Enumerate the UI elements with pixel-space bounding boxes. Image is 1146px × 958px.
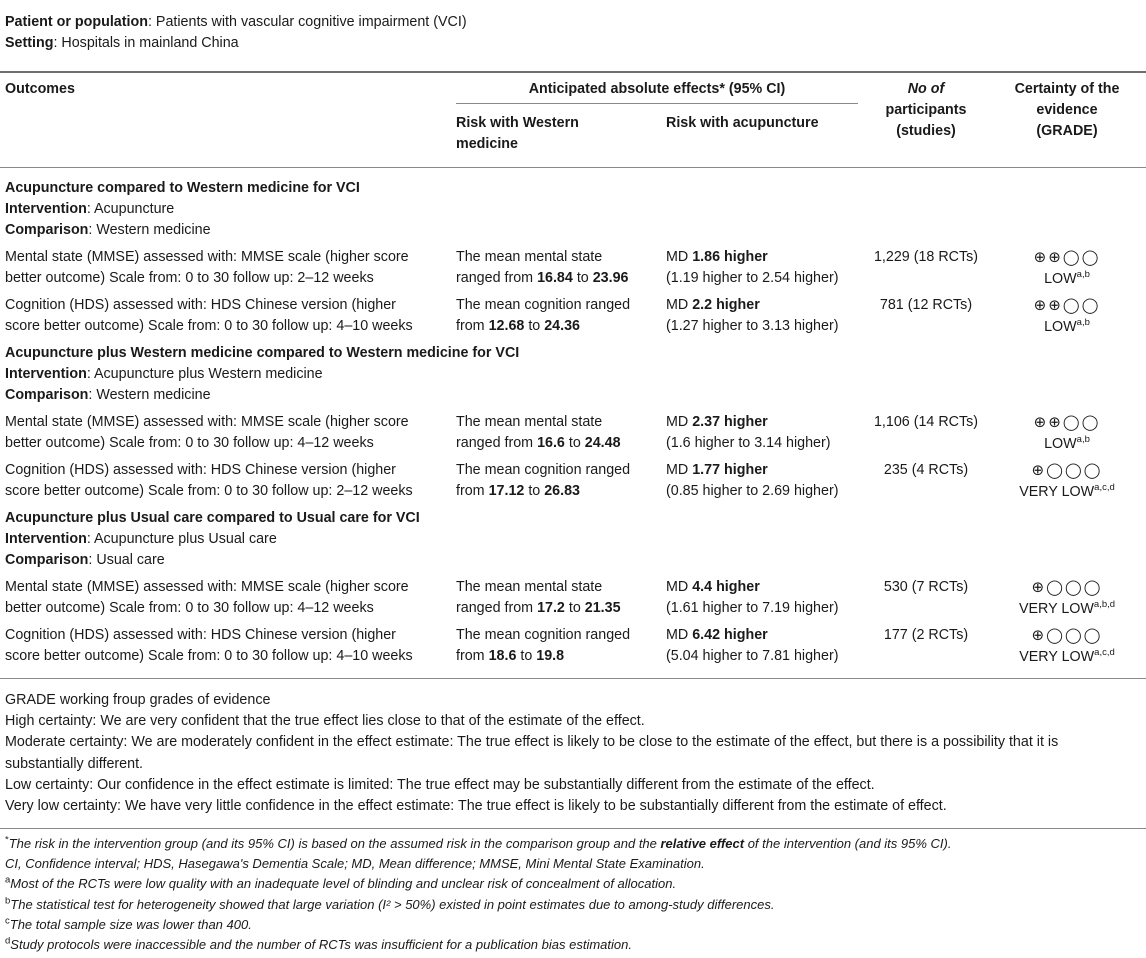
table-subheader: Risk with Western medicine Risk with acupuncture [456, 115, 819, 152]
top-rule [0, 71, 1146, 73]
header-evidence: evidence [1036, 102, 1098, 118]
legend-rule [0, 828, 1146, 829]
header-rule [0, 167, 1146, 168]
section-intervention: Intervention: Acupuncture plus Western medicine [5, 366, 323, 382]
section-title: Acupuncture plus Usual care compared to Usual care for VCI [5, 510, 420, 526]
section-comparison: Comparison: Western medicine [5, 387, 211, 403]
population-label: Patient or population [5, 14, 148, 30]
table-row: Mental state (MMSE) assessed with: MMSE scale (higher score better outcome) Scale from: 0 to 30 follow up: 4–12 weeks The mean mental state ranged from 17.2 to 21.35 MD 4.4 higher (1.61 higher to 7.19 higher) 530 (7 RCTs) ⊕◯◯◯ VERY LOW$^{a,b,d}$ [5, 579, 1116, 617]
section-intervention: Intervention: Acupuncture [5, 201, 175, 217]
header-anticipated: Anticipated absolute effects* (95% CI) [528, 81, 786, 97]
footnote-star: *The risk in the intervention group (and its 95% CI) is based on the assumed risk in the comparison group and the relative effect of the intervention (and its 95% CI). [5, 834, 952, 851]
population-value: Patients with vascular cognitive impairment (VCI) [155, 14, 467, 30]
population-line: Patient or population: Patients with vascular cognitive impairment (VCI) [5, 14, 467, 30]
body-rule [0, 678, 1146, 679]
grade-moderate: Moderate certainty: We are moderately confident in the effect estimate: The true effect is likely to be close to the estimate of the effect, but there is a possibility that it is [5, 734, 1059, 751]
header-risk-acupuncture: Risk with acupuncture [666, 115, 819, 131]
table-row: Mental state (MMSE) assessed with: MMSE scale (higher score better outcome) Scale from: 0 to 30 follow up: 2–12 weeks The mean mental state ranged from 16.84 to 23.96 MD 1.86 higher (1.19 higher to 2.54 higher) 1,229 (18 RCTs) ⊕⊕◯◯ LOW$^{a,b}$ [5, 249, 1101, 287]
header-outcomes: Outcomes [5, 81, 75, 97]
setting-value: Hospitals in mainland China [61, 35, 239, 51]
header-participants: participants [885, 102, 967, 118]
grade-legend-title: GRADE working froup grades of evidence [5, 692, 271, 708]
section-title: Acupuncture plus Western medicine compared to Western medicine for VCI [5, 345, 520, 361]
setting-label: Setting [5, 35, 54, 51]
header-grade: (GRADE) [1036, 123, 1098, 139]
outcome-text: Mental state (MMSE) assessed with: MMSE scale (higher score [5, 249, 409, 265]
footnote-c: $^c$The total sample size was lower than 400. [5, 915, 252, 932]
section-title: Acupuncture compared to Western medicine for VCI [5, 180, 360, 196]
header-subrule [456, 103, 858, 104]
section-comparison: Comparison: Western medicine [5, 222, 211, 238]
table-row: Cognition (HDS) assessed with: HDS Chinese version (higher score better outcome) Scale from: 0 to 30 follow up: 4–10 weeks The mean cognition ranged from 12.68 to 24.36 MD 2.2 higher (1.27 higher to 3.13 higher) 781 (12 RCTs) ⊕⊕◯◯ LOW$^{a,b}$ [5, 297, 1101, 335]
header-risk-western: Risk with Western [456, 115, 579, 131]
footnote-abbreviations: CI, Confidence interval; HDS, Hasegawa's Dementia Scale; MD, Mean difference; MMSE, Mini Mental State Examination. [5, 856, 705, 872]
footnote-b: $^b$The statistical test for heterogeneity showed that large variation (I² > 50%) existed in point estimates due to among-study differences. [5, 895, 775, 912]
grade-legend: GRADE working froup grades of evidence High certainty: We are very confident that the true effect lies close to that of the estimate of the effect. Moderate certainty: We are moderately confident in the effect estimate: The true effect is likely to be close to the estimate of the effect, but there is a possibility that it is substantially different. Low certainty: Our confidence in the effect estimate is limited: The true effect may be substantially different from the estimate of the effect. Very low certainty: We have very little confidence in the effect estimate: The true effect is likely to be substantially different from the estimate of effect. [0, 690, 1146, 817]
section-intervention: Intervention: Acupuncture plus Usual care [5, 531, 277, 547]
grade-high: High certainty: We are very confident that the true effect lies close to that of the estimate of the effect. [5, 713, 645, 730]
section-comparison: Comparison: Usual care [5, 552, 165, 568]
setting-line: Setting: Hospitals in mainland China [5, 35, 239, 51]
grade-symbols: ⊕⊕◯◯ [1033, 249, 1101, 266]
header-certainty: Certainty of the [1014, 81, 1120, 97]
footnote-a: $^a$Most of the RCTs were low quality with an inadequate level of blinding and unclear risk of concealment of allocation. [5, 875, 677, 892]
header-studies: (studies) [896, 123, 956, 139]
header-participants-no: No of [907, 81, 945, 97]
table-row: Mental state (MMSE) assessed with: MMSE scale (higher score better outcome) Scale from: 0 to 30 follow up: 4–12 weeks The mean mental state ranged from 16.6 to 24.48 MD 2.37 higher (1.6 higher to 3.14 higher) 1,106 (14 RCTs) ⊕⊕◯◯ LOW$^{a,b}$ [5, 414, 1101, 452]
footnotes [0, 834, 1146, 955]
table-row: Cognition (HDS) assessed with: HDS Chinese version (higher score better outcome) Scale from: 0 to 30 follow up: 2–12 weeks The mean cognition ranged from 17.12 to 26.83 MD 1.77 higher (0.85 higher to 2.69 higher) 235 (4 RCTs) ⊕◯◯◯ VERY LOW$^{a,c,d}$ [5, 462, 1115, 500]
footnote-d: $^d$Study protocols were inaccessible and the number of RCTs was insufficient for a publication bias estimation. [5, 935, 632, 953]
grade-low: Low certainty: Our confidence in the effect estimate is limited: The true effect may be substantially different from the estimate of the effect. [5, 776, 875, 793]
grade-very-low: Very low certainty: We have very little confidence in the effect estimate: The true effect is likely to be substantially different from the estimate of effect. [5, 798, 947, 815]
table-row: Cognition (HDS) assessed with: HDS Chinese version (higher score better outcome) Scale from: 0 to 30 follow up: 4–10 weeks The mean cognition ranged from 18.6 to 19.8 MD 6.42 higher (5.04 higher to 7.81 higher) 177 (2 RCTs) ⊕◯◯◯ VERY LOW$^{a,c,d}$ [5, 627, 1115, 665]
